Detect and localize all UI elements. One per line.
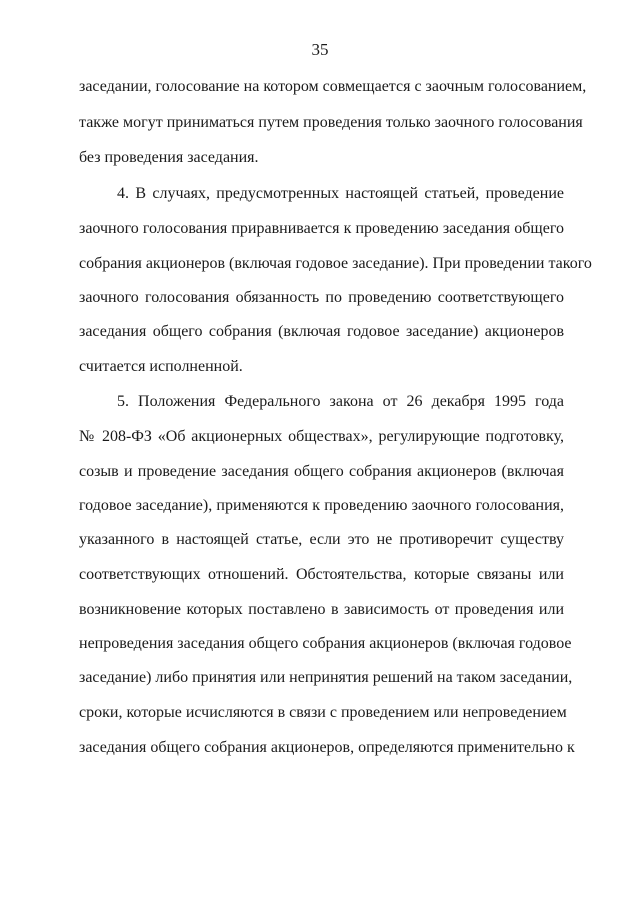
- text-line: без проведения заседания.: [79, 149, 259, 166]
- text-line: считается исполненной.: [79, 358, 243, 375]
- paragraph-4-start: 4. В случаях, предусмотренных настоящей статьей, проведение: [117, 185, 564, 202]
- text-line: созыв и проведение заседания общего собрания акционеров (включая: [79, 463, 564, 480]
- paragraph-5-start: 5. Положения Федерального закона от 26 декабря 1995 года: [117, 393, 564, 410]
- text-line: заочного голосования обязанность по проведению соответствующего: [79, 289, 564, 306]
- text-line: указанного в настоящей статье, если это не противоречит существу: [79, 531, 564, 548]
- text-line: заседание) либо принятия или непринятия решений на таком заседании,: [79, 669, 573, 686]
- text-line: заочного голосования приравнивается к проведению заседания общего: [79, 220, 564, 237]
- text-line: сроки, которые исчисляются в связи с проведением или непроведением: [79, 704, 567, 721]
- text-line: соответствующих отношений. Обстоятельства, которые связаны или: [79, 566, 564, 583]
- text-line: возникновение которых поставлено в зависимость от проведения или: [79, 601, 564, 618]
- text-line: заседания общего собрания (включая годовое заседание) акционеров: [79, 323, 564, 340]
- text-line: собрания акционеров (включая годовое заседание). При проведении такого: [79, 255, 592, 272]
- text-line: непроведения заседания общего собрания акционеров (включая годовое: [79, 635, 572, 652]
- text-line: заседании, голосование на котором совмещается с заочным голосованием,: [79, 78, 587, 95]
- page-number: 35: [311, 40, 329, 59]
- text-line: также могут приниматься путем проведения только заочного голосования: [79, 114, 583, 131]
- text-line: заседания общего собрания акционеров, определяются применительно к: [79, 739, 575, 756]
- text-line: годовое заседание), применяются к проведению заочного голосования,: [79, 497, 564, 514]
- text-line: № 208-ФЗ «Об акционерных обществах», регулирующие подготовку,: [79, 428, 564, 445]
